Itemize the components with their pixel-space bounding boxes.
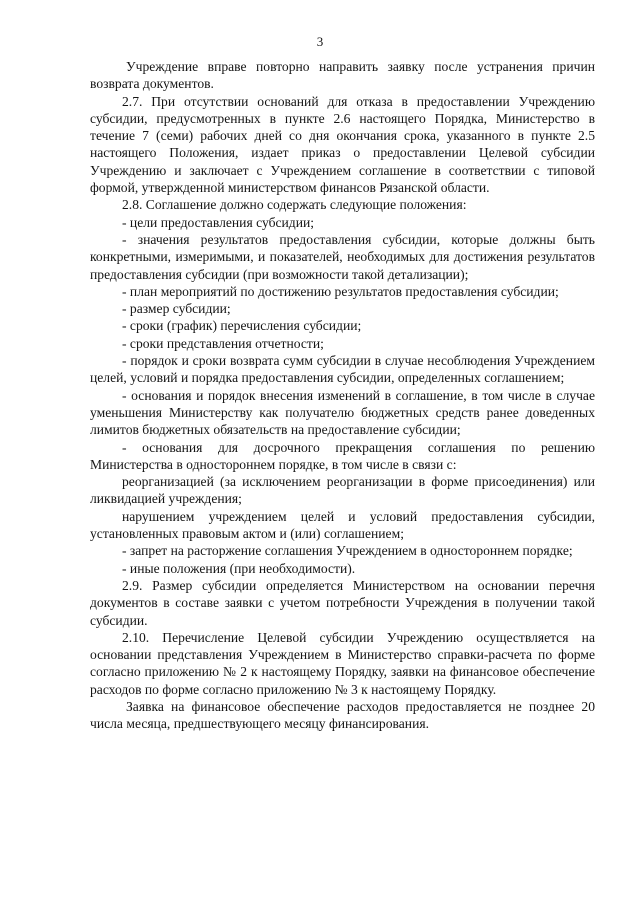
document-body xyxy=(90,58,595,733)
list-item-refund-procedure: - порядок и сроки возврата сумм субсидии в случае несоблюдения Учреждением целей, условий и порядка предоставления субсидии, определенных соглашением; xyxy=(90,353,595,386)
list-item-other-provisions: - иные положения (при необходимости). xyxy=(122,560,356,576)
paragraph-application-deadline: Заявка на финансовое обеспечение расходов предоставляется не позднее 20 числа месяца, предшествующего месяцу финансирования. xyxy=(90,698,595,732)
list-item-early-termination: - основания для досрочного прекращения соглашения по решению Министерства в одностороннем порядке, в том числе в связи с: xyxy=(90,439,595,472)
list-item-amendments: - основания и порядок внесения изменений в соглашение, в том числе в случае уменьшения Министерству как получателю бюджетных средств ранее доведенных лимитов бюджетных обязательств на предоставление субсидии; xyxy=(90,387,595,438)
list-item-results: - значения результатов предоставления субсидии, которые должны быть конкретными, измеримыми, и показателей, необходимых для достижения результатов предоставления субсидии (при возможности такой детализации); xyxy=(90,231,595,282)
paragraph-2-9: 2.9. Размер субсидии определяется Министерством на основании перечня документов в составе заявки с учетом потребности Учреждения в получении такой субсидии. xyxy=(90,577,595,628)
paragraph-resubmit-note: Учреждение вправе повторно направить заявку после устранения причин возврата документов. xyxy=(90,59,595,92)
list-item-reorganization: реорганизацией (за исключением реорганизации в форме присоединения) или ликвидацией учреждения; xyxy=(90,474,595,507)
list-item-violation: нарушением учреждением целей и условий предоставления субсидии, установленных правовым актом и (или) соглашением; xyxy=(90,508,595,542)
list-item-amount: - размер субсидии; xyxy=(122,301,231,317)
page-number: 3 xyxy=(316,34,324,49)
list-item-reporting-terms: - сроки представления отчетности; xyxy=(122,335,324,351)
list-item-transfer-schedule: - сроки (график) перечисления субсидии; xyxy=(122,318,362,334)
list-item-termination-ban: - запрет на расторжение соглашения Учреждением в одностороннем порядке; xyxy=(122,543,573,559)
list-item-action-plan: - план мероприятий по достижению результатов предоставления субсидии; xyxy=(122,283,559,299)
paragraph-2-7: 2.7. При отсутствии оснований для отказа в предоставлении Учреждению субсидии, предусмотренных в пункте 2.6 настоящего Порядка, Министерство в течение 7 (семи) рабочих дней со дня окончания срока, указанного в пункте 2.5 настоящего Положения, издает приказ о предоставлении Целевой субсидии Учреждению и заключает с Учреждением соглашение в соответствии с типовой формой, утвержденной министерством финансов Рязанской области. xyxy=(90,93,595,196)
paragraph-2-8: 2.8. Соглашение должно содержать следующие положения: xyxy=(122,197,467,213)
paragraph-2-10: 2.10. Перечисление Целевой субсидии Учреждению осуществляется на основании представления Учреждением в Министерство справки-расчета по форме согласно приложению № 2 к настоящему Порядку, заявки на финансовое обеспечение расходов по форме согласно приложению № 3 к настоящему Порядку. xyxy=(90,629,595,697)
list-item-goals: - цели предоставления субсидии; xyxy=(122,214,315,230)
